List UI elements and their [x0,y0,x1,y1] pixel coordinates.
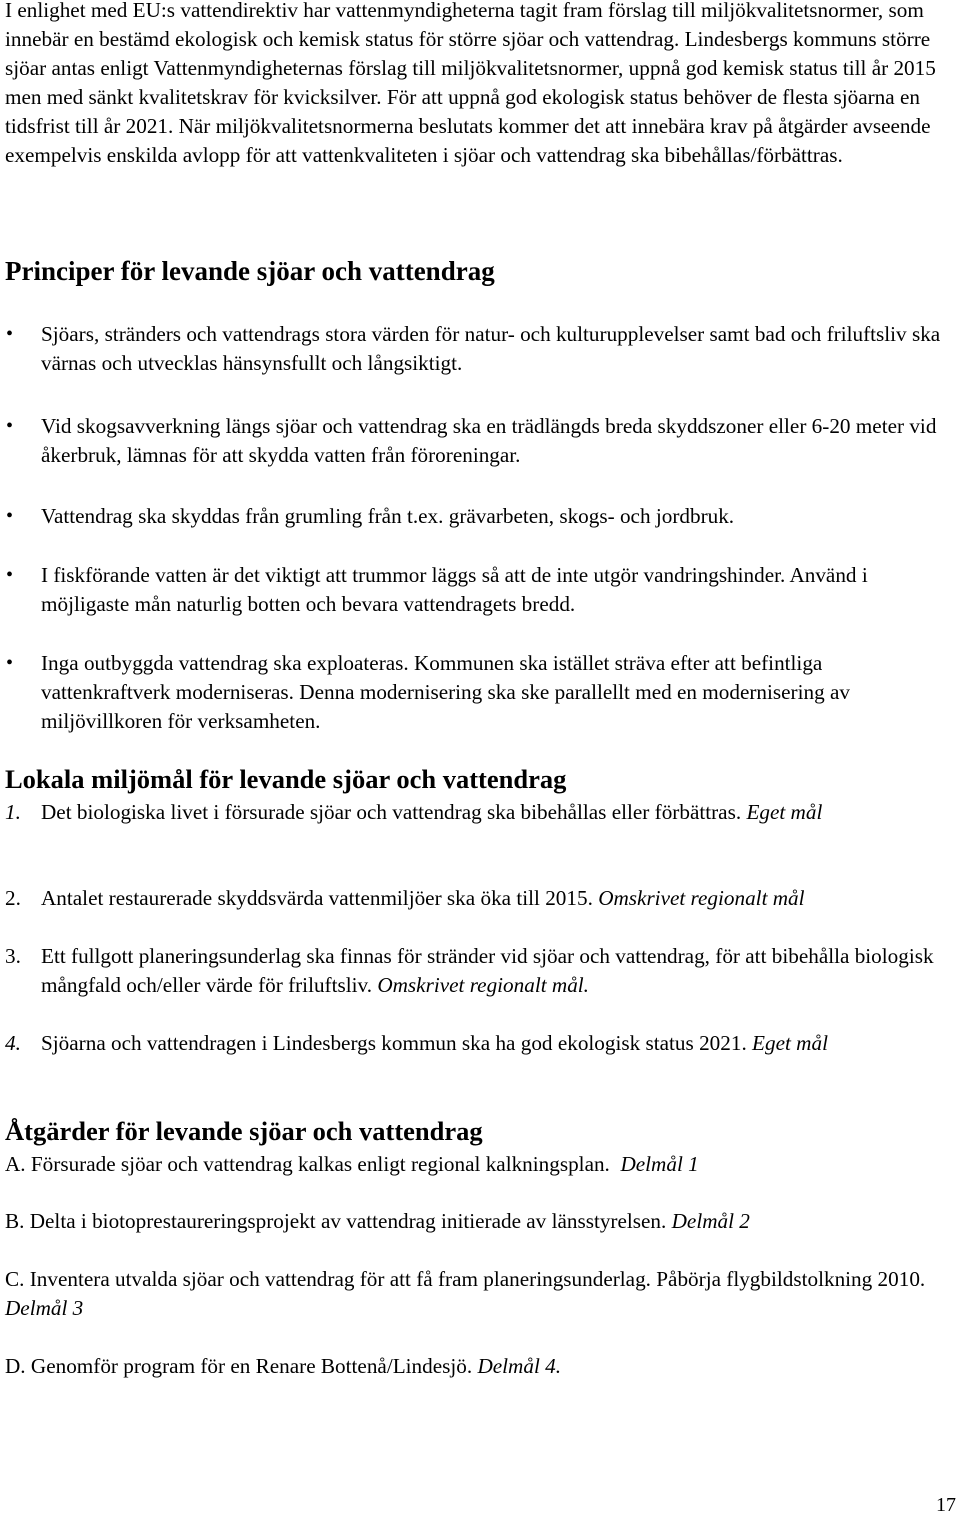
goal-tag: Omskrivet regionalt mål. [377,972,589,997]
goal-number: 4. [5,1031,21,1055]
page-number: 17 [936,1494,956,1516]
principle-text: I fiskförande vatten är det viktigt att trummor läggs så att de inte utgör vandringshinder. Använd i möjligaste mån naturlig botten och bevara vattendragets bredd. [41,563,868,616]
goal-text: Antalet restaurerade skyddsvärda vattenmiljöer ska öka till 2015. Omskrivet regionalt mål [41,886,805,910]
principles-heading: Principer för levande sjöar och vattendrag [5,256,495,286]
local-goals-heading: Lokala miljömål för levande sjöar och vattendrag [5,764,567,794]
bullet-icon: • [6,323,14,345]
action-tag: Delmål 4. [477,1354,562,1378]
principle-text: Sjöars, stränders och vattendrags stora värden för natur- och kulturupplevelser samt bad och friluftsliv ska värnas och utvecklas hänsynsfullt och långsiktigt. [41,322,941,375]
bullet-icon: • [6,564,14,586]
action-tag: Delmål 3 [5,1295,84,1320]
goal-number: 3. [5,944,21,968]
goal-number: 1. [5,800,21,824]
action-item: C. Inventera utvalda sjöar och vattendrag för att få fram planeringsunderlag. Påbörja flygbildstolkning 2010. Delmål 3 [5,1267,926,1320]
principle-text: Inga outbyggda vattendrag ska exploateras. Kommunen ska istället sträva efter att befintliga vattenkraftverk moderniseras. Denna modernisering ska ske parallellt med en modernisering av miljövillkoren för verksamheten. [41,651,850,733]
goal-text: Ett fullgott planeringsunderlag ska finnas för stränder vid sjöar och vattendrag, för att bibehålla biologisk mångfald och/eller värde för friluftsliv. Omskrivet regionalt mål. [41,944,934,997]
action-item: D. Genomför program för en Renare Bottenå/Lindesjö. Delmål 4. [5,1354,562,1378]
bullet-icon: • [6,505,14,527]
action-tag: Delmål 1 [620,1152,699,1176]
goal-tag: Omskrivet regionalt mål [598,886,805,910]
actions-heading: Åtgärder för levande sjöar och vattendrag [5,1116,483,1146]
goal-number: 2. [5,886,21,910]
action-tag: Delmål 2 [671,1209,750,1233]
principle-text: Vattendrag ska skyddas från grumling från t.ex. grävarbeten, skogs- och jordbruk. [41,504,735,528]
goal-tag: Eget mål [746,800,823,824]
intro-paragraph [5,0,955,169]
principle-text: Vid skogsavverkning längs sjöar och vattendrag ska en trädlängds breda skyddszoner eller 6-20 meter vid åkerbruk, lämnas för att skydda vatten från föroreningar. [41,414,937,467]
bullet-icon: • [6,652,14,674]
goal-text: Det biologiska livet i försurade sjöar och vattendrag ska bibehållas eller förbättras. Eget mål [41,800,823,824]
action-item: B. Delta i biotoprestaureringsprojekt av vattendrag initierade av länsstyrelsen. Delmål 2 [5,1209,750,1233]
intro-text: I enlighet med EU:s vattendirektiv har vattenmyndigheterna tagit fram förslag till miljökvalitetsnormer, som innebär en bestämd ekologisk och kemisk status för större sjöar och vattendrag. Lindesbergs kommuns större sjöar antas enligt Vattenmyndigheternas förslag till miljökvalitetsnormer, uppnå god kemisk status till år 2015 men med sänkt kvalitetskrav för kvicksilver. För att uppnå god ekologisk status behöver de flesta sjöarna en tidsfrist till år 2021. När miljökvalitetsnormerna beslutats kommer det att innebära krav på åtgärder avseende exempelvis enskilda avlopp för att vattenkvaliteten i sjöar och vattendrag ska bibehållas/förbättras. [5,0,936,167]
action-item: A. Försurade sjöar och vattendrag kalkas enligt regional kalkningsplan. Delmål 1 [5,1152,699,1176]
goal-text: Sjöarna och vattendragen i Lindesbergs kommun ska ha god ekologisk status 2021. Eget mål [41,1031,828,1055]
goal-tag: Eget mål [752,1031,828,1055]
bullet-icon: • [6,415,14,437]
